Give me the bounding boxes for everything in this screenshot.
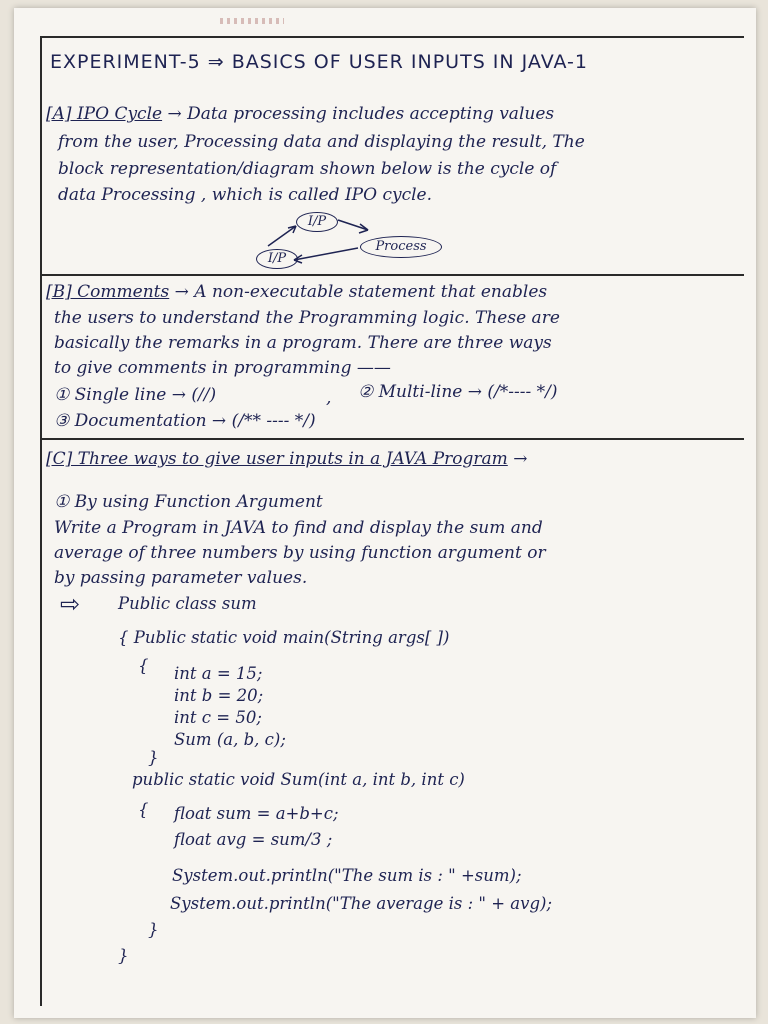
- section-a-heading: [A] IPO Cycle: [46, 104, 163, 124]
- section-b-line-2: the users to understand the Programming logic. These are: [54, 308, 560, 328]
- section-c-subheading: ① By using Function Argument: [54, 492, 323, 512]
- section-c-heading-arrow: →: [513, 449, 528, 469]
- arrow-process-to-output: [294, 248, 358, 260]
- section-divider-c: [40, 438, 744, 440]
- ipo-input-node: I/P: [296, 212, 338, 232]
- section-b-line-4: to give comments in programming ——: [54, 358, 391, 378]
- code-line-1: Public class sum: [118, 594, 257, 613]
- code-line-6: int c = 50;: [174, 708, 262, 727]
- section-c-heading: [C] Three ways to give user inputs in a JAVA Program: [46, 449, 508, 469]
- ipo-process-node: Process: [360, 236, 442, 258]
- section-b-block: [46, 282, 547, 302]
- code-line-5: int b = 20;: [174, 686, 264, 705]
- code-line-8: }: [148, 748, 159, 767]
- section-c-block: [46, 449, 527, 469]
- section-divider-b: [40, 274, 744, 276]
- page-title: EXPERIMENT-5 ⇒ BASICS OF USER INPUTS IN JAVA-1: [50, 51, 589, 73]
- section-c-line-1: Write a Program in JAVA to find and display the sum and: [54, 518, 543, 538]
- code-line-16: }: [118, 946, 129, 965]
- section-c-line-3: by passing parameter values.: [54, 568, 308, 588]
- code-line-7: Sum (a, b, c);: [174, 730, 286, 749]
- paper-stain: [220, 18, 284, 24]
- arrow-output-to-input: [268, 226, 296, 246]
- ipo-output-node: I/P: [256, 249, 298, 269]
- code-line-11: float sum = a+b+c;: [174, 804, 339, 823]
- code-line-2: { Public static void main(String args[ ]): [118, 628, 450, 647]
- comment-type-documentation: ③ Documentation → (/** ---- */): [54, 411, 316, 431]
- code-line-15: }: [148, 920, 159, 939]
- section-a-line-4: data Processing , which is called IPO cycle.: [58, 185, 432, 205]
- left-margin-line: [40, 36, 42, 1006]
- comment-type-single-line: ① Single line → (//): [54, 385, 217, 405]
- section-a-line-1: → Data processing includes accepting values: [167, 104, 555, 124]
- code-line-4: int a = 15;: [174, 664, 263, 683]
- code-line-12: float avg = sum/3 ;: [174, 830, 333, 849]
- code-line-13: System.out.println("The sum is : " +sum);: [172, 866, 522, 885]
- notebook-page: [14, 8, 756, 1018]
- section-b-line-3: basically the remarks in a program. There are three ways: [54, 333, 552, 353]
- top-border-line: [40, 36, 744, 38]
- section-a-block: [46, 104, 554, 124]
- section-b-heading: [B] Comments: [46, 282, 170, 302]
- section-b-line-1: → A non-executable statement that enables: [174, 282, 548, 302]
- code-line-14: System.out.println("The average is : " + avg);: [170, 894, 553, 913]
- section-c-line-2: average of three numbers by using function argument or: [54, 543, 546, 563]
- section-a-line-2: from the user, Processing data and displaying the result, The: [58, 132, 585, 152]
- code-line-10: {: [138, 800, 149, 819]
- arrow-input-to-process: [338, 220, 368, 230]
- comment-type-separator: ,: [326, 388, 332, 408]
- code-line-9: public static void Sum(int a, int b, int c): [132, 770, 465, 789]
- code-line-3: {: [138, 656, 149, 675]
- section-a-line-3: block representation/diagram shown below is the cycle of: [58, 159, 557, 179]
- comment-type-multi-line: ② Multi-line → (/*---- */): [358, 382, 558, 402]
- code-start-arrow: ⇨: [60, 590, 81, 618]
